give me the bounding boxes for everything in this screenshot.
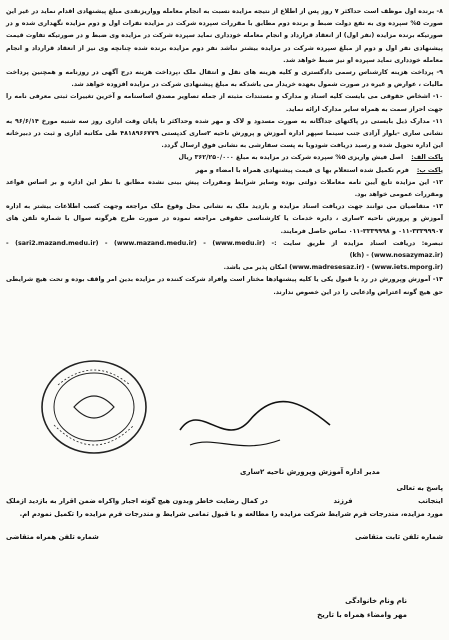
paragraph-14: ۱۴- آموزش وپرورش در رد یا قبول یکی یا کلیه پیشنهادها مختار است وافراد شرکت کننده در مزایده بدین امر واقف بوده و تحت هیچ شرایطی حق هیچ گونه اعتراض وادعایی را در این خصوص ندارند.: [6, 276, 443, 296]
applicant-form: [6, 482, 443, 544]
paragraph-12: ۱۲- این مزایده تابع آیین نامه معاملات دولتی بوده وسایر شرایط ومقررات پیش بینی نشده مطابق با نظر این اداره و بر اساس قواعد ومقررات عمومی خواهد بود.: [6, 178, 443, 199]
packet-b-row: [6, 165, 443, 177]
official-stamp: [36, 355, 154, 465]
packet-a-row: [6, 152, 443, 164]
packet-b-text: فرم تکمیل شده استعلام بها ی قیمت پیشنهادی همراه با امضاء و مهر: [195, 166, 409, 174]
signature-scribble: [170, 390, 340, 460]
manager-title: مدیر اداره آموزش وپرورش ناحیه ۲ساری: [240, 468, 380, 476]
paragraph-11: ۱۱- مدارک ذیل بایستی در پاکتهای جداگانه به صورت مسدود و لاک و مهر شده وحداکثر تا پایان وقت اداری روز سه شنبه مورخ ۹۶/۶/۱۴ به نشانی ساری -بلوار آزادی جنب سینما سپهر اداره آموزش و پرورش ناحیه ۲ساری کدپستی ۴۸۱۸۹۶۶۷۷۹ طی مکاتبه اداری و ثبت در دبیرخانه این اداره تحویل شده و رسید دریافت شودویا به پست سفارشی به نشانی فوق ارسال گردد.: [6, 117, 443, 150]
document-body: [6, 6, 443, 299]
applicant-name-label: نام ونام خانوادگی: [345, 597, 407, 605]
note-sites: تبصره: دریافت اسناد مزایده از طریق سایت :- (www.medu.ir) - (www.mazand.medu.ir) - (sari2.mazand.medu.ir) - (www.nosazymaz.ir) - (kh): [6, 239, 443, 260]
form-heading: پاسخ به تعالی: [396, 484, 443, 492]
packet-a-label: پاکت الف:: [411, 154, 443, 162]
packet-b-label: پاکت ب:: [416, 166, 443, 174]
phone-fixed-label: شماره تلفن ثابت متقاضی: [355, 533, 443, 541]
form-line-2: مورد مزایده، مندرجات فرم شرایط شرکت مزایده را مطالعه و با قبول تمامی شرایط و مندرجات فرم مزایده را تکمیل نمودم ام.: [19, 510, 443, 518]
applicant-sign-label: مهر وامضاء همراه با تاریخ: [317, 611, 407, 619]
note-sites-2: (www.iets.mporg.ir) - (www.madresesaz.ir) امکان پذیر می باشد.: [223, 264, 443, 272]
form-line1-a: اینجانب: [418, 497, 443, 505]
form-line1-b: فرزند: [333, 497, 353, 505]
form-line-1: [6, 495, 443, 508]
applicant-signoff: [317, 594, 407, 622]
phone-mobile-label: شماره تلفن همراه متقاضی: [6, 533, 99, 541]
paragraph-9: ۹- پرداخت هزینه کارشناس رسمی دادگستری و کلیه هزینه های نقل و انتقال ملک ،پرداخت هزینه درج آگهی در روزنامه و همچنین پرداخت مالیات ، عوارض و غیره در صورت شمول بعهده خریدار می باشدکه به مبلغ پیشنهادی شرکت در مزایده افزوده خواهد شد.: [6, 69, 443, 89]
paragraph-10: ۱۰- اشخاص حقوقی می بایست کلیه اسناد و مدارک و مستندات مثبته از جمله تصاویر مصدق اساسنامه و آخرین تغییرات ثبتی معرفی نامه را جهت احراز سمت به همراه سایر مدارک ارائه نماید.: [6, 93, 443, 113]
form-line1-c: در کمال رضایت خاطر وبدون هیچ گونه اجبار واکراه ضمن اقرار به بازدید ازملک: [6, 497, 268, 505]
paragraph-8: ۸- برنده اول موظف است حداکثر ۷ روز پس از اطلاع از نتیجه مزایده نسبت به انجام معامله وواریزنقدی مبلغ پیشنهادی اقدام نماید در غیر این صورت ۵% سپرده وی به نفع دولت ضبط و برنده دوم مطابق با مقررات سپرده شرکت در مزایده نفرات اول و دوم مزایده نگهداری شده و در صورتیکه برنده مزایده (نفر اول) از انعقاد قرارداد و انجام معامله خودداری نماید سپرده شرکت در مزایده وی ضبط و در صورتیکه تفاوت قیمت پیشنهادی نفر اول و دوم از مبلغ سپرده شرکت در مزایده بیشتر نباشد نفر دوم مزایده برنده شده چنانچه وی نیز از انعقاد قرارداد و انجام معامله خودداری نماید سپرده او نیز ضبط خواهد شد.: [6, 8, 443, 64]
packet-a-text: اصل فیش واریزی ۵% سپرده شرکت در مزایده به مبلغ ۳۶۲/۲۵۰/۰۰۰ ریال: [178, 154, 404, 162]
form-phones: [6, 531, 443, 544]
paragraph-13: ۱۳- متقاضیان می توانند جهت دریافت اسناد مزایده و بازدید ملک به نشانی محل وقوع ملک مراجعه وجهت کسب اطلاعات بیشتر به اداره آموزش و پرورش ناحیه ۲ساری ، دایره خدمات یا کارشناسی حقوقی مراجعه نموده در صورت طرح هرگونه سوال با شماره تلفن های ۳۳۳۹۹۹۰۷-۰۱۱ و ۳۳۳۹۹۹۸-۰۱۱ تماس حاصل فرمایند.: [6, 203, 443, 235]
